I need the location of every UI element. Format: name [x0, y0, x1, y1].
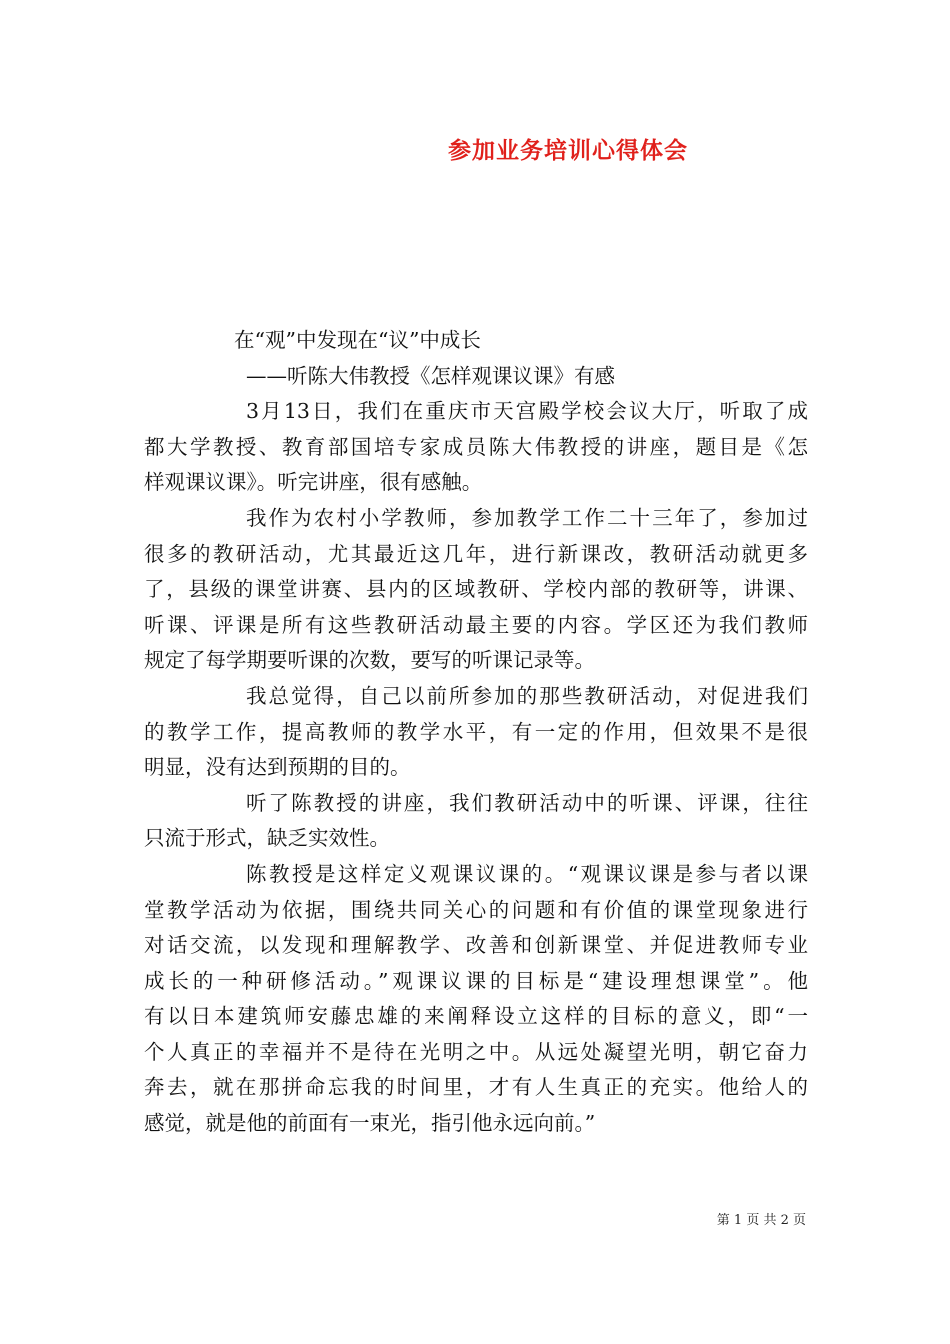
paragraph-line: 了，县级的课堂讲赛、县内的区域教研、学校内部的教研等，讲课、	[144, 577, 808, 602]
paragraph-line: 奔去，就在那拼命忘我的时间里，才有人生真正的充实。他给人的	[144, 1075, 808, 1100]
paragraph-line: 很多的教研活动，尤其最近这几年，进行新课改，教研活动就更多	[144, 541, 808, 566]
paragraph-line: 规定了每学期要听课的次数，要写的听课记录等。	[144, 648, 595, 673]
paragraph-line: 的教学工作，提高教师的教学水平，有一定的作用，但效果不是很	[144, 719, 808, 744]
paragraph-line: 个人真正的幸福并不是待在光明之中。从远处凝望光明，朝它奋力	[144, 1039, 808, 1064]
paragraph-line: 陈教授是这样定义观课议课的。“观课议课是参与者以课	[246, 861, 808, 886]
paragraph-line: 3月13日，我们在重庆市天宫殿学校会议大厅，听取了成	[246, 399, 808, 424]
document-title: 参加业务培训心得体会	[448, 137, 688, 164]
document-body	[144, 323, 808, 1142]
subtitle: 在“观”中发现在“议”中成长	[234, 328, 481, 352]
paragraph-line: 都大学教授、教育部国培专家成员陈大伟教授的讲座，题目是《怎	[144, 434, 808, 459]
paragraph-line: 样观课议课》。听完讲座，很有感触。	[144, 470, 483, 495]
paragraph-line: 有以日本建筑师安藤忠雄的来阐释设立这样的目标的意义，即“一	[144, 1004, 808, 1029]
paragraph-line: 只流于形式，缺乏实效性。	[144, 826, 390, 851]
page-number-footer: 第 1 页 共 2 页	[716, 1213, 806, 1228]
paragraph-line: 感觉，就是他的前面有一束光，指引他永远向前。”	[144, 1111, 596, 1136]
paragraph-line: 听课、评课是所有这些教研活动最主要的内容。学区还为我们教师	[144, 612, 808, 637]
paragraph-line: 听了陈教授的讲座，我们教研活动中的听课、评课，往往	[246, 790, 808, 815]
paragraph-line: 堂教学活动为依据，围绕共同关心的问题和有价值的课堂现象进行	[144, 897, 808, 922]
subtitle-attribution: ——听陈大伟教授《怎样观课议课》有感	[246, 363, 615, 388]
paragraph-line: 我作为农村小学教师，参加教学工作二十三年了，参加过	[246, 505, 808, 530]
paragraph-line: 成长的一种研修活动。”观课议课的目标是“建设理想课堂”。他	[144, 968, 808, 993]
paragraph-line: 我总觉得，自己以前所参加的那些教研活动，对促进我们	[246, 683, 808, 708]
paragraph-line: 明显，没有达到预期的目的。	[144, 755, 411, 780]
paragraph-line: 对话交流，以发现和理解教学、改善和创新课堂、并促进教师专业	[144, 933, 808, 958]
